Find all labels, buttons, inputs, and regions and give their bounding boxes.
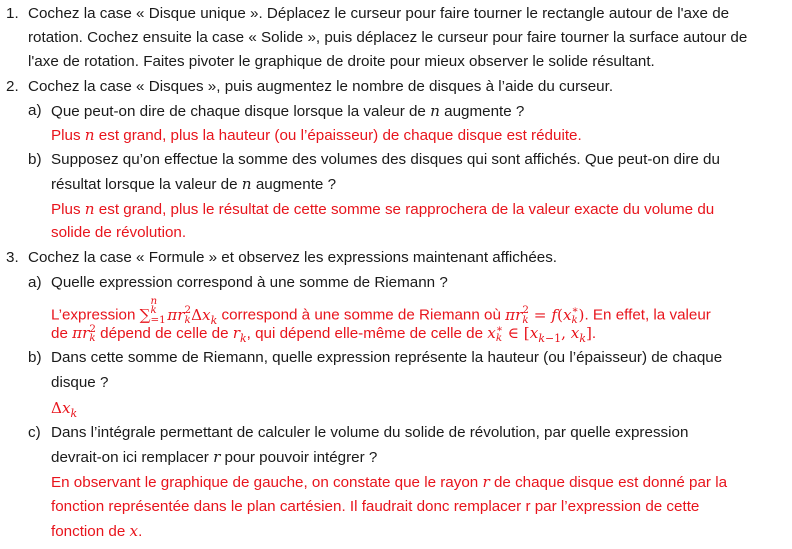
- item-2b-answer-line-1: Plus n est grand, plus le résultat de cette somme se rapprochera de la valeur exacte du volume du: [51, 200, 715, 218]
- item-3c-answer-line-3: fonction de x.: [51, 522, 143, 540]
- item-2-number: 2.: [6, 78, 19, 95]
- disk-area-formula: πr 2 k: [72, 322, 96, 345]
- radius-function-formula: πr 2 k = f(x ∗ k ): [505, 304, 585, 326]
- sample-point-interval: x ∗ k ∈ [$x_{k-1}$, $x_k$]: [487, 322, 592, 345]
- item-2-line: Cochez la case « Disques », puis augmentez le nombre de disques à l’aide du curseur.: [28, 78, 614, 95]
- item-2b-label: b): [28, 151, 42, 168]
- item-1-number: 1.: [6, 5, 19, 22]
- item-1-line-3: l'axe de rotation. Faites pivoter le graphique de droite pour mieux observer le solide résultant.: [28, 53, 655, 70]
- item-3c-answer-line-1: En observant le graphique de gauche, on constate que le rayon r de chaque disque est donné par la: [51, 473, 728, 491]
- item-2b-question-line-2: résultat lorsque la valeur de n augmente ?: [51, 175, 337, 193]
- item-2a-question: Que peut-on dire de chaque disque lorsque la valeur de n augmente ?: [51, 102, 525, 120]
- item-3b-label: b): [28, 349, 42, 366]
- item-3b-question-line-1: Dans cette somme de Riemann, quelle expression représente la hauteur (ou l’épaisseur) de chaque: [51, 349, 723, 366]
- item-2b-answer-line-2: solide de révolution.: [51, 224, 187, 241]
- item-3a-question: Quelle expression correspond à une somme de Riemann ?: [51, 274, 448, 291]
- item-3a-answer-line-1: L’expression ∑ n k =1 πr 2 k $\Delta x_k$ correspond à une somme de Riemann où πr 2 k = f(x ∗ k ). En effet, la valeur: [51, 295, 711, 327]
- item-3c-answer-line-2: fonction représentée dans le plan cartésien. Il faudrait donc remplacer r par l’expression de cette: [51, 498, 700, 515]
- item-1-line-2: rotation. Cochez ensuite la case « Solide », puis déplacez le curseur pour faire tourner la surface autour de: [28, 29, 748, 46]
- radius-variable: $r_k$: [232, 324, 247, 345]
- riemann-sum-formula: ∑ n k =1 πr 2 k $\Delta x_k$: [139, 295, 218, 327]
- item-3-line: Cochez la case « Formule » et observez les expressions maintenant affichées.: [28, 249, 558, 266]
- item-3c-label: c): [28, 424, 41, 441]
- item-3b-answer: [51, 397, 77, 425]
- item-2a-answer: Plus n est grand, plus la hauteur (ou l’épaisseur) de chaque disque est réduite.: [51, 126, 582, 144]
- item-2b-question-line-1: Supposez qu’on effectue la somme des volumes des disques qui sont affichés. Que peut-on dire du: [51, 151, 720, 168]
- item-1-line-1: Cochez la case « Disque unique ». Déplacez le curseur pour faire tourner le rectangle autour de l'axe de: [28, 5, 730, 22]
- item-3c-question-line-2: devrait-on ici remplacer r pour pouvoir intégrer ?: [51, 448, 378, 466]
- item-3a-answer-line-2: de πr 2 k dépend de celle de $r_k$, qui dépend elle-même de celle de x ∗ k ∈ [$x_{k-1}$, $x_k$].: [51, 322, 597, 345]
- item-3-number: 3.: [6, 249, 19, 266]
- item-3a-label: a): [28, 274, 42, 291]
- delta-x-formula: $\Delta x_k$: [51, 399, 78, 420]
- item-2a-label: a): [28, 102, 42, 119]
- item-3c-question-line-1: Dans l’intégrale permettant de calculer le volume du solide de révolution, par quelle expression: [51, 424, 689, 441]
- item-3b-question-line-2: disque ?: [51, 374, 109, 391]
